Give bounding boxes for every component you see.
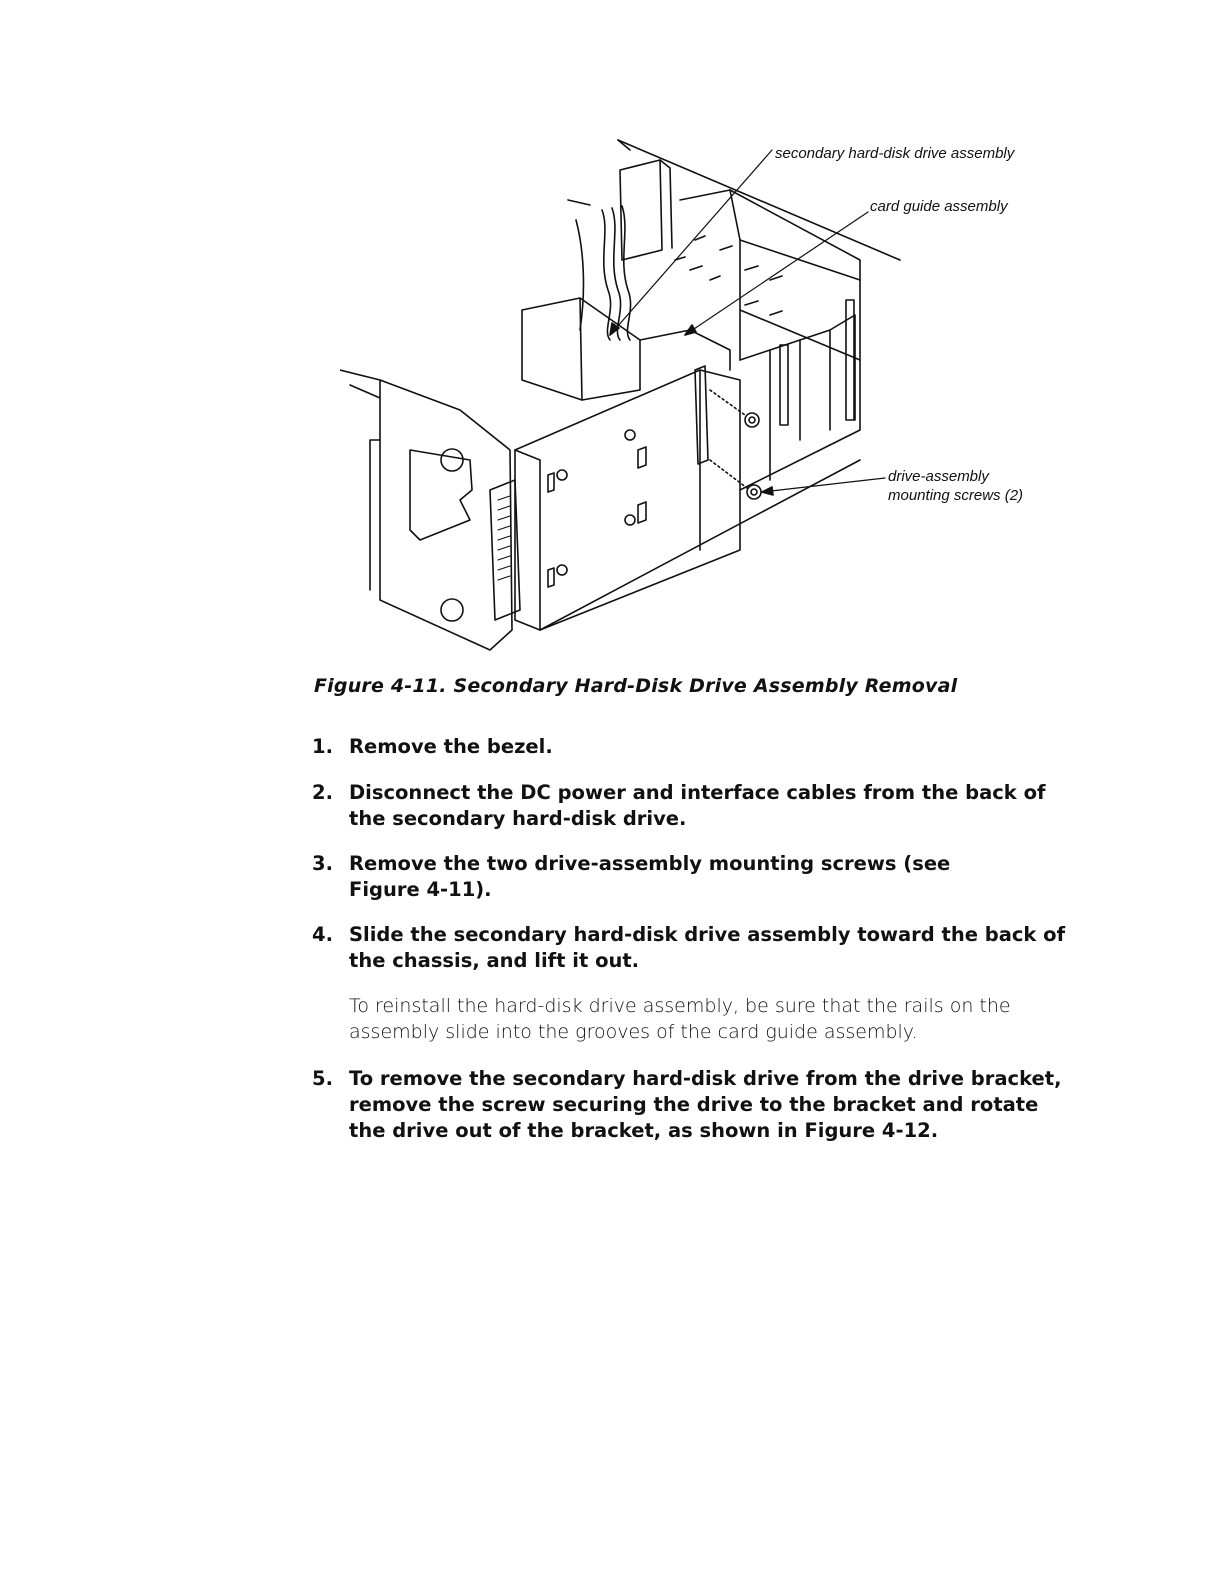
step-text: Remove the two drive-assembly mounting screws (see Figure 4-11). bbox=[349, 852, 951, 901]
step-text: Slide the secondary hard-disk drive assembly toward the back of the chassis, and lift it out. bbox=[349, 923, 1066, 972]
step-number: 2. bbox=[312, 781, 333, 804]
step-3 bbox=[312, 851, 1072, 903]
step-number: 5. bbox=[312, 1067, 333, 1090]
callout-mounting-screws-line1: drive-assembly bbox=[888, 468, 989, 485]
callout-secondary-drive-assembly: secondary hard-disk drive assembly bbox=[775, 145, 1015, 162]
callout-card-guide-assembly: card guide assembly bbox=[870, 198, 1008, 215]
step-4 bbox=[312, 922, 1072, 974]
step-text: To remove the secondary hard-disk drive from the drive bracket, remove the screw securing the drive to the bracket and rotate the drive out of the bracket, as shown in Figure 4-12. bbox=[349, 1067, 1062, 1142]
step-text: Disconnect the DC power and interface cables from the back of the secondary hard-disk drive. bbox=[349, 781, 1046, 830]
step-5 bbox=[312, 1066, 1072, 1144]
figure-drive-assembly-removal bbox=[340, 130, 1060, 660]
step-text: Remove the bezel. bbox=[349, 735, 553, 758]
step-1 bbox=[312, 734, 1072, 760]
step-number: 4. bbox=[312, 923, 333, 946]
step-number: 1. bbox=[312, 735, 333, 758]
reinstall-note: To reinstall the hard-disk drive assembly, be sure that the rails on the assembly slide into the grooves of the card guide assembly. bbox=[349, 995, 1011, 1043]
step-number: 3. bbox=[312, 852, 333, 875]
figure-caption: Figure 4-11. Secondary Hard-Disk Drive Assembly Removal bbox=[314, 675, 958, 697]
callout-mounting-screws-line2: mounting screws (2) bbox=[888, 487, 1024, 504]
step-2 bbox=[312, 780, 1072, 832]
